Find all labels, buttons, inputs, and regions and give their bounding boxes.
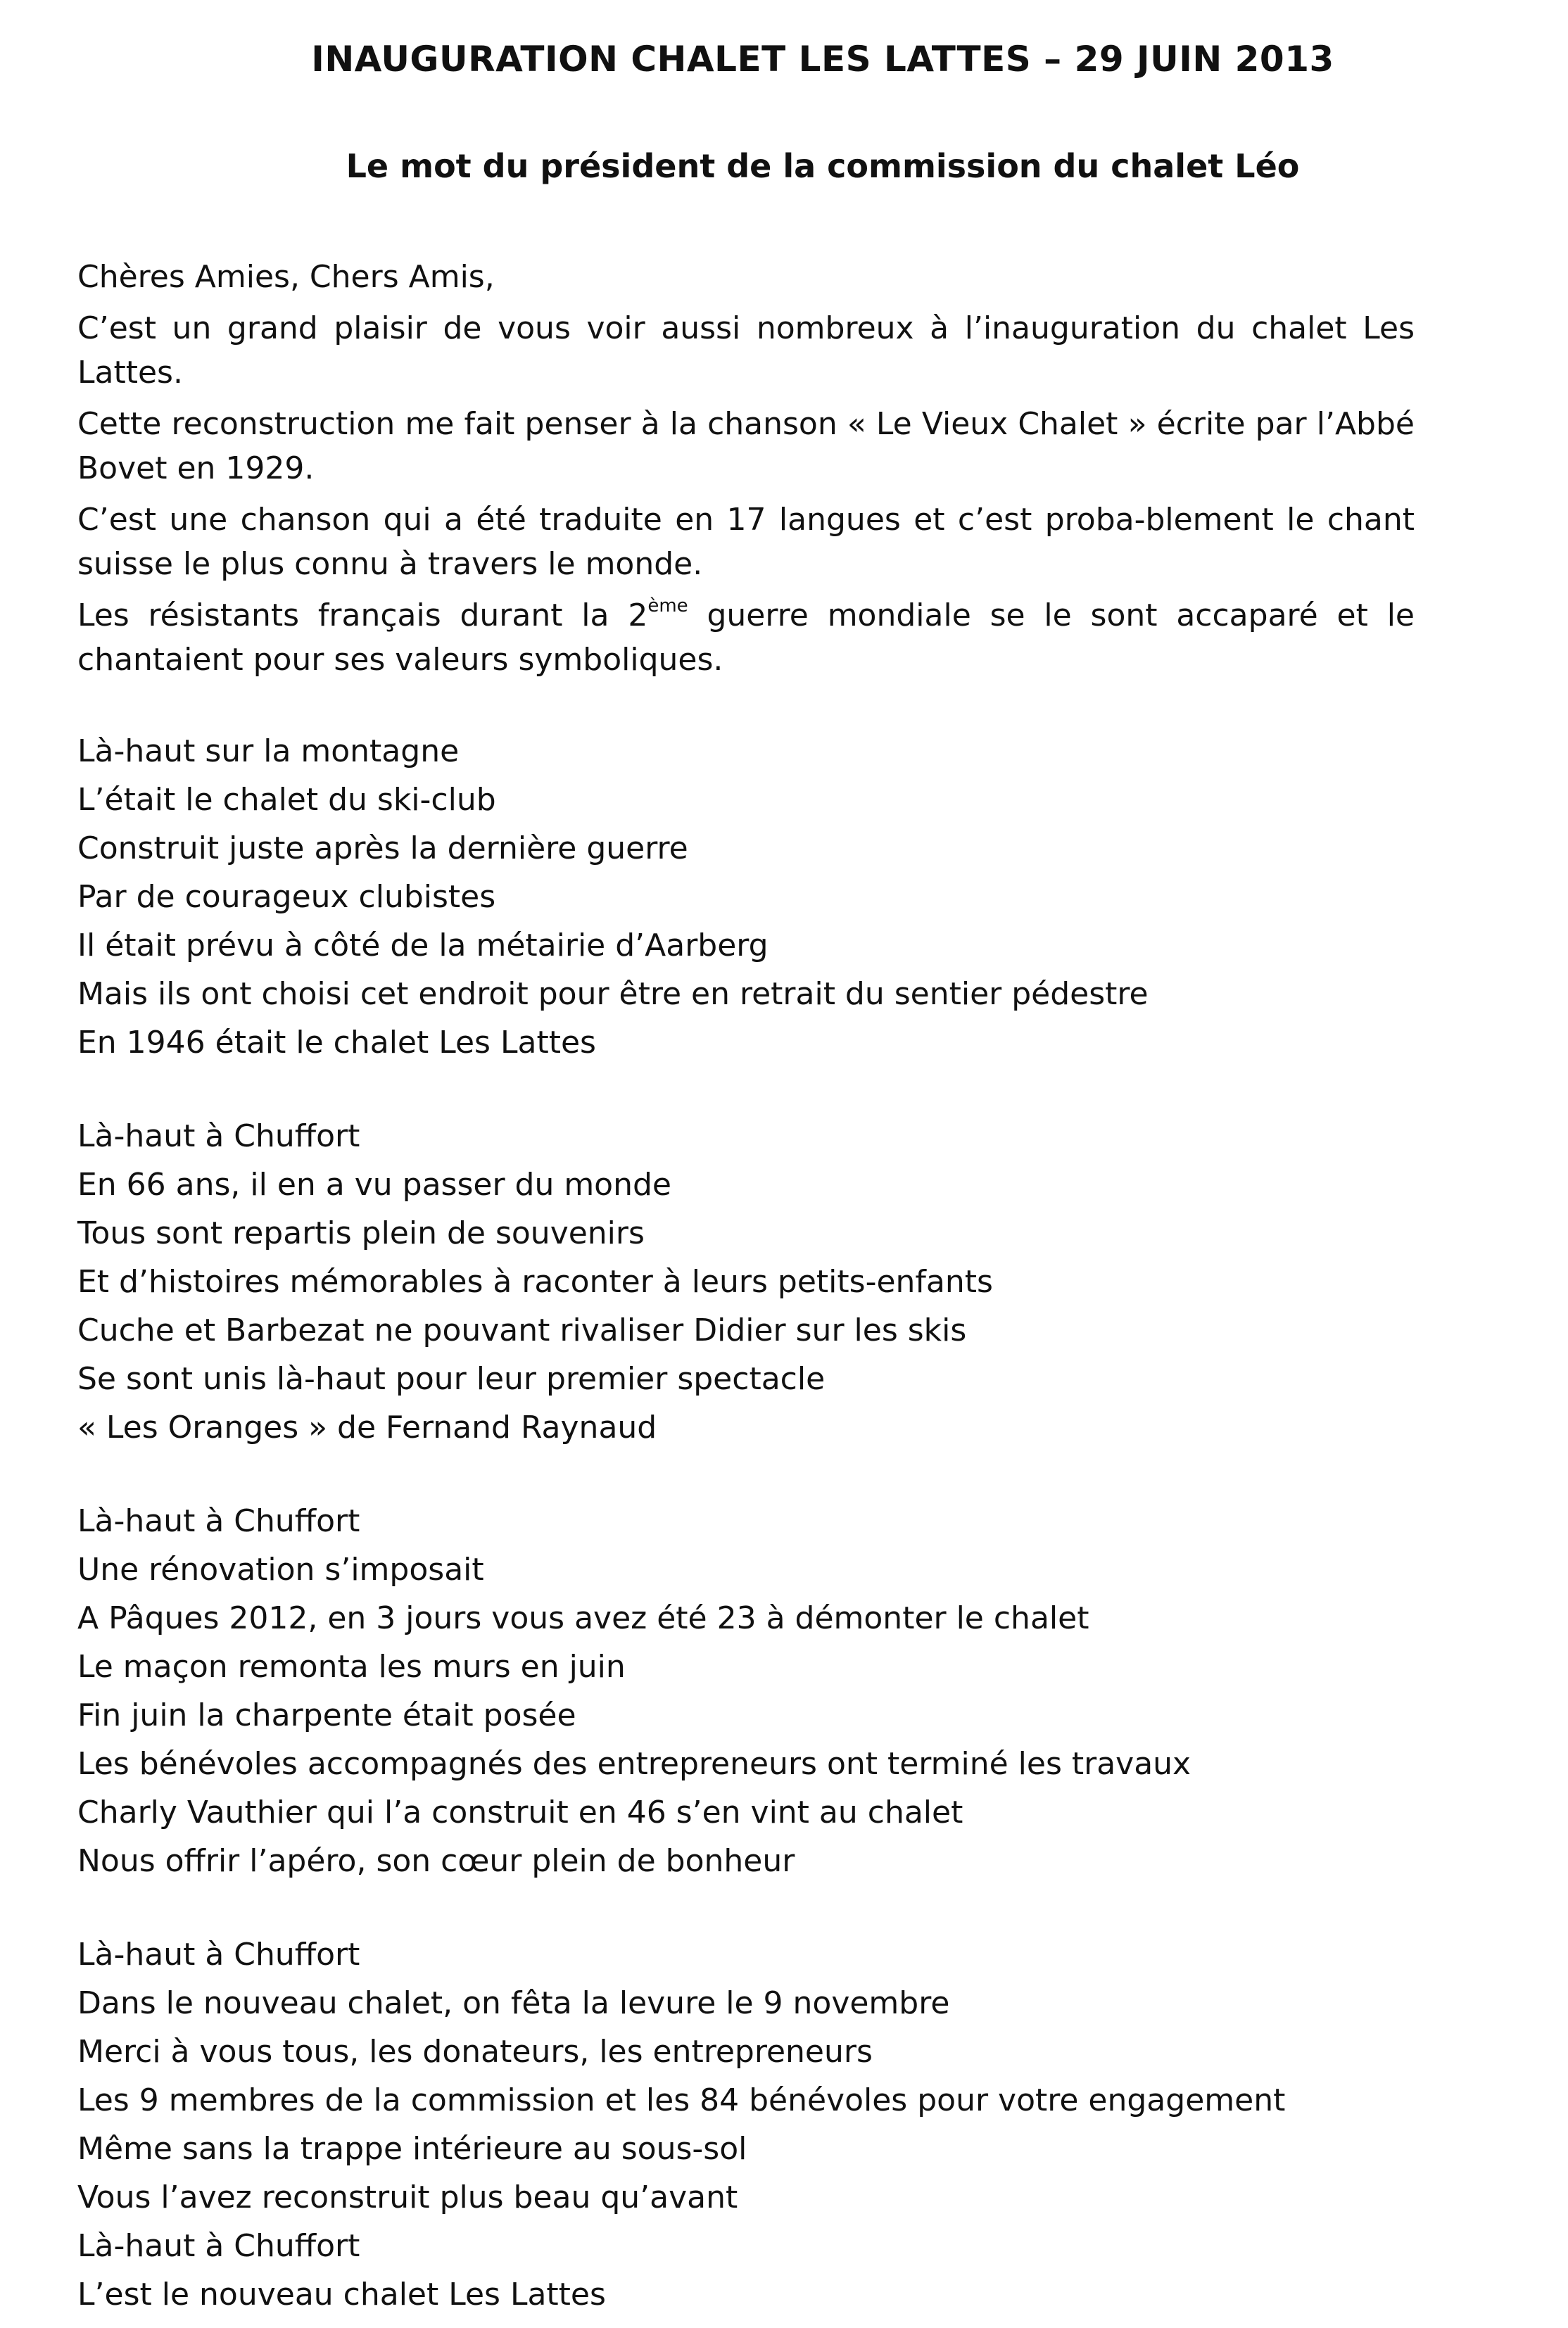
ordinal-superscript: ème [647,595,688,616]
poem-line: L’est le nouveau chalet Les Lattes [77,2277,606,2313]
greeting: Chères Amies, Chers Amis, [77,259,495,295]
poem-line: Et d’histoires mémorables à raconter à leurs petits-enfants [77,1264,993,1300]
poem-line: Cuche et Barbezat ne pouvant rivaliser Didier sur les skis [77,1312,967,1348]
poem-line: L’était le chalet du ski-club [77,782,496,818]
poem-line: Là-haut à Chuffort [77,2228,360,2264]
poem-line: Le maçon remonta les murs en juin [77,1649,626,1685]
poem-line: Mais ils ont choisi cet endroit pour être en retrait du sentier pédestre [77,976,1149,1012]
intro-paragraph: C’est un grand plaisir de vous voir aussi nombreux à l’inauguration du chalet Les Lattes. [77,310,1415,391]
poem-line: Vous l’avez reconstruit plus beau qu’avant [77,2180,738,2215]
poem-line: Les bénévoles accompagnés des entrepreneurs ont terminé les travaux [77,1746,1191,1782]
poem-line: Merci à vous tous, les donateurs, les entrepreneurs [77,2034,873,2070]
intro-section [77,255,1415,682]
poem-line: Là-haut à Chuffort [77,1937,360,1973]
intro-text: Les résistants français durant la 2 [77,597,648,633]
poem-line: Fin juin la charpente était posée [77,1697,576,1733]
poem-line: Là-haut à Chuffort [77,1118,360,1154]
document-body [77,255,1415,2319]
poem-line: En 66 ans, il en a vu passer du monde [77,1167,671,1203]
poem-line: Même sans la trappe intérieure au sous-sol [77,2131,747,2167]
poem-line: Par de courageux clubistes [77,879,496,915]
poem-line: Là-haut à Chuffort [77,1503,360,1539]
intro-paragraph: Cette reconstruction me fait penser à la chanson « Le Vieux Chalet » écrite par l’Abbé Bovet en 1929. [77,406,1415,486]
poem-line: En 1946 était le chalet Les Lattes [77,1025,596,1061]
poem-stanza-1 [77,727,1415,1067]
intro-paragraph: C’est une chanson qui a été traduite en 17 langues et c’est proba-blement le chant suisse le plus connu à travers le monde. [77,502,1415,582]
poem-line: Charly Vauthier qui l’a construit en 46 s’en vint au chalet [77,1795,963,1830]
document-subtitle: Le mot du président de la commission du chalet Léo [346,147,1300,185]
poem-line: Il était prévu à côté de la métairie d’Aarberg [77,928,769,963]
poem-line: Nous offrir l’apéro, son cœur plein de bonheur [77,1843,795,1879]
poem-line: Construit juste après la dernière guerre [77,830,688,866]
poem-line: A Pâques 2012, en 3 jours vous avez été 23 à démonter le chalet [77,1600,1089,1636]
poem-line: Là-haut sur la montagne [77,733,460,769]
poem-stanza-3 [77,1497,1415,1885]
intro-paragraph [77,593,1415,682]
poem-stanza-4 [77,1930,1415,2319]
poem-stanza-2 [77,1112,1415,1452]
intro-text: guerre mondiale se le sont accaparé et le chantaient pour ses valeurs symboliques. [77,597,1415,678]
poem-line: Une rénovation s’imposait [77,1552,484,1588]
poem-line: Les 9 membres de la commission et les 84 bénévoles pour votre engagement [77,2082,1286,2118]
poem-line: Dans le nouveau chalet, on fêta la levure le 9 novembre [77,1985,950,2021]
poem-line: Tous sont repartis plein de souvenirs [77,1215,645,1251]
poem-line: « Les Oranges » de Fernand Raynaud [77,1410,657,1445]
document-title: INAUGURATION CHALET LES LATTES – 29 JUIN 2013 [311,39,1334,80]
poem-line: Se sont unis là-haut pour leur premier spectacle [77,1361,826,1397]
